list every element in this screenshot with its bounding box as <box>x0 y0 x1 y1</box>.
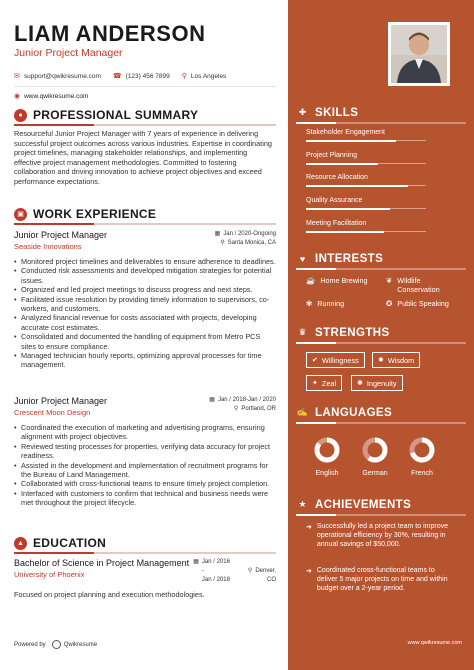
language-icon: ✍ <box>296 407 309 417</box>
list-item: • Reviewed testing processes for properties, verifying data accuracy for project readiness. <box>14 442 276 461</box>
summary-title: PROFESSIONAL SUMMARY <box>33 108 199 122</box>
edu-location: Denver, CO <box>255 568 276 583</box>
interest-item <box>306 276 367 285</box>
strength-label: Wisdom <box>387 355 415 365</box>
interests-title: INTERESTS <box>315 252 384 265</box>
skills-title: SKILLS <box>315 106 359 119</box>
calendar-icon: ▦ <box>193 559 199 565</box>
edu-dates-start: Jan / 2016 - <box>201 559 230 574</box>
languages-rule <box>296 422 466 424</box>
calendar-icon: ▦ <box>214 231 221 237</box>
achievement-item <box>306 566 456 593</box>
skill-label: Project Planning <box>306 152 357 159</box>
list-item: • Assisted in the development and implementation of recruitment programs for the Bureau of Land Management. <box>14 461 276 480</box>
skill-item <box>306 220 426 232</box>
skill-item <box>306 129 426 141</box>
achievement-text: Successfully led a project team to improve operational efficiency by 30%, resulting in annual savings of $50,000. <box>316 523 448 548</box>
list-item: • Consolidated and documented the handling of equipment from Metro PCS sites to ensure compliance. <box>14 332 276 351</box>
users-icon: ✪ <box>386 299 393 308</box>
skill-bar <box>306 208 426 209</box>
summary-text: Resourceful Junior Project Manager with 7 years of experience in delivering successful project outcomes across various industries. Expertise in coordinating project timelines, managing stakeholder relationships, and implementing effective project management methodologies. Committed to fostering collaboration and driving innovation to achieve project objectives and exceed performance expectations. <box>14 129 272 186</box>
pin-icon: ⚲ <box>220 240 225 246</box>
strength-tag <box>372 352 420 368</box>
skill-label: Resource Allocation <box>306 174 368 181</box>
interest-item <box>386 276 460 294</box>
list-item: • Organized and led project meetings to discuss progress and next steps. <box>14 285 276 294</box>
header <box>14 22 276 81</box>
website-row <box>14 92 88 100</box>
language-item <box>355 436 395 477</box>
experience-rule <box>14 223 276 225</box>
education-entry <box>14 558 276 599</box>
job-dates: Jan / 2018-Jan / 2020 <box>217 397 276 403</box>
skill-bar-fill <box>306 231 384 233</box>
pin-icon: ⚲ <box>247 568 253 574</box>
candidate-role: Junior Project Manager <box>14 47 123 59</box>
job-bullets <box>14 423 276 508</box>
list-item: • Conducted risk assessments and developed mitigation strategies for potential issues. <box>14 266 276 285</box>
interest-label: Home Brewing <box>320 276 368 285</box>
skill-bar-fill <box>306 185 408 187</box>
experience-heading <box>14 207 276 221</box>
strength-label: Zeal <box>321 378 337 388</box>
skills-icon: ✚ <box>298 107 307 117</box>
education-rule <box>14 552 276 554</box>
skill-item <box>306 152 426 164</box>
pin-icon: ⚲ <box>233 406 239 412</box>
list-item: • Monitored project timelines and deliverables to ensure adherence to deadlines. <box>14 257 276 266</box>
job-1 <box>14 230 276 370</box>
summary-heading <box>14 108 276 122</box>
footer-website[interactable]: www.qwikresume.com <box>407 640 462 646</box>
skills-rule <box>296 122 466 124</box>
job-location: Santa Monica, CA <box>227 240 276 246</box>
skill-bar-fill <box>306 163 378 165</box>
strength-tag <box>351 375 403 391</box>
paw-icon: ✾ <box>306 299 313 308</box>
interests-heading <box>296 252 466 265</box>
list-item: • Managed technician hourly reports, optimizing approval processes for time management. <box>14 351 276 370</box>
education-title: EDUCATION <box>33 536 107 550</box>
graduation-cap-icon: ▲ <box>14 537 27 550</box>
mail-icon: ✉ <box>14 73 20 80</box>
interest-label: Public Speaking <box>397 299 449 308</box>
language-label: English <box>315 470 339 477</box>
job-2 <box>14 396 276 508</box>
footer <box>14 640 97 649</box>
email-text[interactable]: support@qwikresume.com <box>23 72 101 80</box>
phone-text: (123) 456 7899 <box>125 72 170 80</box>
achievement-text: Coordinated cross-functional teams to deliver 5 major projects on time and within budget over a 2-year period. <box>316 567 448 592</box>
mug-icon: ☕ <box>306 276 316 285</box>
degree: Bachelor of Science in Project Management <box>14 558 190 568</box>
location-icon: ⚲ <box>181 73 187 80</box>
interest-label: Wildlife Conservation <box>397 276 440 294</box>
gear-icon: ✺ <box>357 380 363 387</box>
strength-label: Willingness <box>321 355 359 365</box>
globe-icon: ◉ <box>14 93 21 100</box>
skill-bar <box>306 140 426 141</box>
list-item: • Coordinated the execution of marketing and advertising programs, ensuring alignment with project objectives. <box>14 423 276 442</box>
list-item: • Facilitated issue resolution by providing timely information to supervisors, co-workers, and customers. <box>14 295 276 314</box>
job-dates: Jan / 2020-Ongoing <box>223 231 276 237</box>
language-item <box>402 436 442 477</box>
header-divider <box>14 86 276 87</box>
interest-item <box>386 299 449 308</box>
skill-label: Quality Assurance <box>306 197 363 204</box>
achievements-title: ACHIEVEMENTS <box>315 498 412 511</box>
list-item: • Interfaced with customers to confirm that technical and business needs were met throughout the project lifecycle. <box>14 489 276 508</box>
experience-title: WORK EXPERIENCE <box>33 207 157 221</box>
job-title: Junior Project Manager <box>14 230 108 240</box>
skill-bar <box>306 185 426 186</box>
strengths-title: STRENGTHS <box>315 326 390 339</box>
trophy-icon: ★ <box>298 499 307 509</box>
edu-dates-end: Jan / 2018 <box>201 577 230 583</box>
briefcase-icon: ▣ <box>14 208 27 221</box>
school: University of Phoenix <box>14 570 85 579</box>
location-text: Los Angeles <box>190 72 227 80</box>
interest-item <box>306 299 344 308</box>
job-company: Crescent Moon Design <box>14 408 91 417</box>
candidate-name: LIAM ANDERSON <box>14 21 206 46</box>
skill-label: Meeting Facilitation <box>306 220 367 227</box>
sidebar <box>288 0 474 670</box>
interest-label: Running <box>317 299 345 308</box>
strengths-heading <box>296 326 466 339</box>
skill-item <box>306 174 426 186</box>
calendar-icon: ▦ <box>209 397 215 403</box>
skill-bar <box>306 163 426 164</box>
list-item: • Analyzed financial revenue for costs associated with projects, developing accurate cost estimates. <box>14 313 276 332</box>
brand-text[interactable]: Qwikresume <box>63 641 98 648</box>
skill-item <box>306 197 426 209</box>
summary-rule <box>14 124 276 126</box>
language-ring <box>313 436 341 464</box>
languages-title: LANGUAGES <box>315 406 393 419</box>
skill-bar-fill <box>306 208 390 210</box>
thumbs-up-icon: ✔ <box>312 357 318 364</box>
arrow-icon: ➜ <box>306 524 312 531</box>
job-bullets <box>14 257 276 370</box>
language-ring <box>361 436 389 464</box>
achievements-heading <box>296 498 466 511</box>
skills-heading <box>296 106 466 119</box>
strength-tag <box>306 375 342 391</box>
job-company: Seaside Innovations <box>14 242 82 251</box>
edu-note: Focused on project planning and execution methodologies. <box>14 590 205 599</box>
language-label: German <box>362 470 388 477</box>
skill-bar-fill <box>306 140 396 142</box>
lightbulb-icon: ✹ <box>378 357 384 364</box>
leaf-icon: ❦ <box>386 276 393 285</box>
achievements-rule <box>296 514 466 516</box>
strength-label: Ingenuity <box>366 378 397 388</box>
contact-row <box>14 71 276 81</box>
language-ring <box>408 436 436 464</box>
website-text[interactable]: www.qwikresume.com <box>24 92 89 100</box>
skill-label: Stakeholder Engagement <box>306 129 385 136</box>
job-title: Junior Project Manager <box>14 396 108 406</box>
trophy-icon: ♛ <box>298 327 307 337</box>
heart-icon: ♥ <box>299 253 306 264</box>
powered-by-text: Powered by <box>14 641 46 648</box>
strengths-rule <box>296 342 466 344</box>
profile-photo <box>388 22 450 86</box>
language-item <box>307 436 347 477</box>
skill-bar <box>306 231 426 232</box>
arrow-icon: ➜ <box>306 568 312 575</box>
languages-heading <box>296 406 466 419</box>
achievement-item <box>306 522 456 549</box>
language-label: French <box>411 470 433 477</box>
job-location: Portland, OR <box>241 406 276 412</box>
phone-icon: ☎ <box>112 73 122 80</box>
bolt-icon: ✦ <box>312 380 318 387</box>
strength-tag <box>306 352 365 368</box>
user-icon: ● <box>14 109 27 122</box>
education-heading <box>14 536 276 550</box>
list-item: • Collaborated with cross-functional teams to ensure timely project completion. <box>14 479 276 488</box>
interests-rule <box>296 268 466 270</box>
qwikresume-logo-icon <box>52 640 61 649</box>
